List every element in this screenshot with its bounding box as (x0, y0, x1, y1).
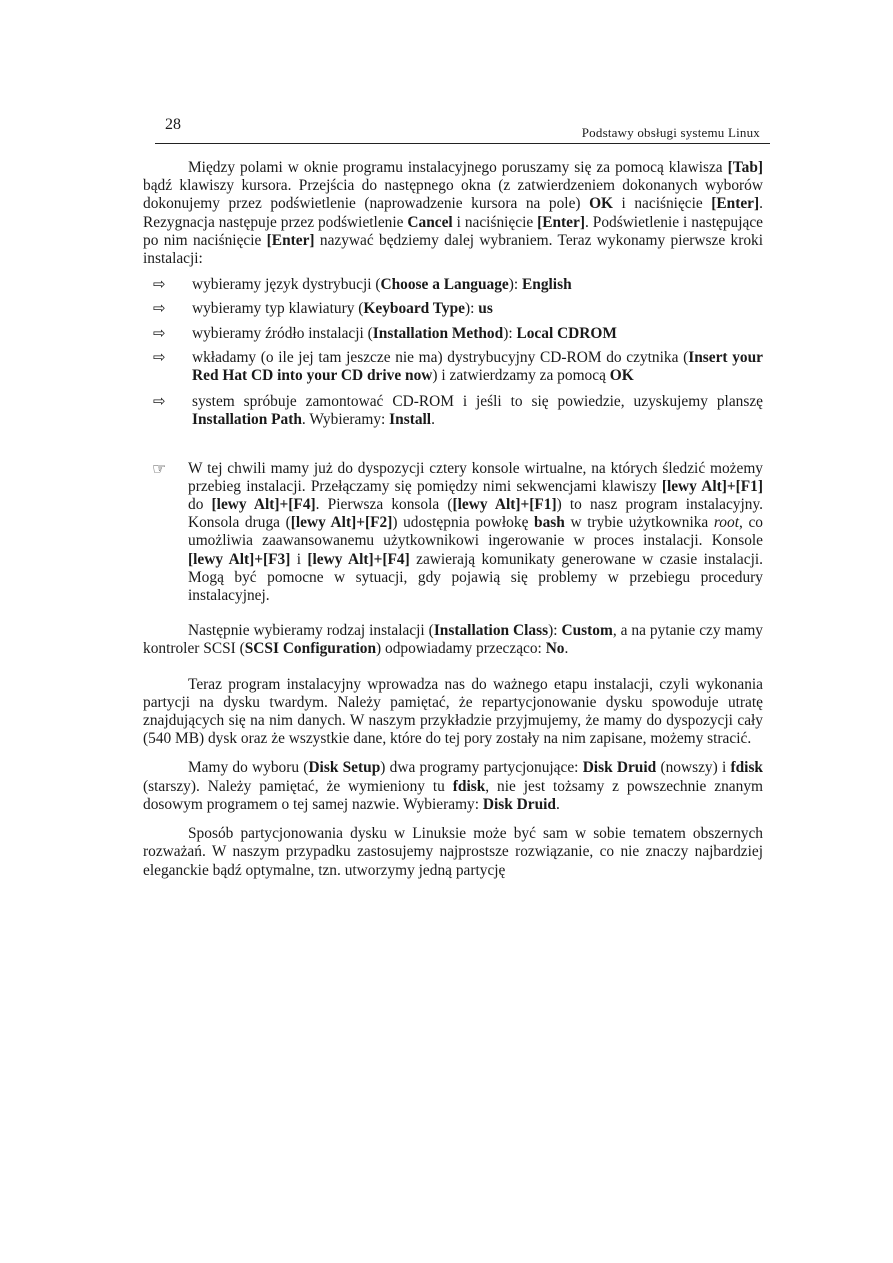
page-number: 28 (165, 116, 181, 133)
paragraph-installation-class: Następnie wybieramy rodzaj instalacji (Installation Class): Custom, a na pytanie czy mamy kontroler SCSI (SCSI Configuration) odpowiadamy przecząco: No. (143, 622, 764, 658)
list-item: ⇨ system spróbuje zamontować CD-ROM i jeśli to się powiedzie, uzyskujemy planszę Installation Path. Wybieramy: Install. (153, 392, 763, 429)
header-rule (155, 143, 770, 144)
list-item: ⇨ wkładamy (o ile jej tam jeszcze nie ma) dystrybucyjny CD-ROM do czytnika (Insert your Red Hat CD into your CD drive now) i zatwierdzamy za pomocą OK (153, 347, 763, 385)
page-header (155, 116, 770, 146)
right-arrow-icon: ⇨ (153, 323, 166, 342)
paragraph-navigation: Między polami w oknie programu instalacyjnego poruszamy się za pomocą klawisza [Tab] bądź klawiszy kursora. Przejścia do następnego okna (z zatwierdzeniem dokonanych wyborów dokonujemy przez podświetlenie (naprowadzenie kursora na pole) OK i naciśnięcie [Enter]. Rezygnacja następuje przez podświetlenie Cancel i naciśnięcie [Enter]. Podświetlenie i następujące po nim naciśnięcie [Enter] nazywać będziemy dalej wybraniem. Teraz wykonamy pierwsze kroki instalacji: (143, 159, 764, 268)
paragraph-partitioning: Teraz program instalacyjny wprowadza nas do ważnego etapu instalacji, czyli wykonania partycji na dysku twardym. Należy pamiętać, że repartycjonowanie dysku spowoduje utratę znajdujących się na nim danych. W naszym przykładzie przyjmujemy, że mamy do dyspozycji cały (540 MB) dysk oraz że wszystkie dane, które do tej pory zostały na nim zapisane, możemy stracić. (143, 675, 763, 748)
list-item: ⇨ wybieramy źródło instalacji (Installation Method): Local CDROM (153, 323, 617, 342)
page-body (143, 159, 763, 880)
list-item: ⇨ wybieramy język dystrybucji (Choose a Language): English (153, 275, 572, 294)
right-arrow-icon: ⇨ (153, 275, 166, 294)
right-arrow-icon: ⇨ (153, 392, 166, 411)
paragraph-partition-method: Sposób partycjonowania dysku w Linuksie może być sam w sobie tematem obszernych rozważań. W naszym przypadku zastosujemy najprostsze rozwiązanie, co nie znaczy najbardziej eleganckie bądź optymalne, tzn. utworzymy jedną partycję (143, 825, 763, 879)
running-title: Podstawy obsługi systemu Linux (581, 125, 760, 140)
right-arrow-icon: ⇨ (153, 347, 166, 366)
note-virtual-consoles: ☞ W tej chwili mamy już do dyspozycji cztery konsole wirtualne, na których śledzić możemy przebieg instalacji. Przełączamy się pomiędzy nimi sekwencjami klawiszy [lewy Alt]+[F1] do [lewy Alt]+[F4]. Pierwsza konsola ([lewy Alt]+[F1]) to nasz program instalacyjny. Konsola druga ([lewy Alt]+[F2]) udostępnia powłokę bash w trybie użytkownika root, co umożliwia zaawansowanemu użytkownikowi ingerowanie w proces instalacji. Konsole [lewy Alt]+[F3] i [lewy Alt]+[F4] zawierają komunikaty generowane w czasie instalacji. Mogą być pomocne w sytuacji, gdy pojawią się problemy w przebiegu procedury instalacyjnej. (152, 458, 763, 605)
right-arrow-icon: ⇨ (153, 299, 166, 318)
install-steps-list (143, 276, 763, 429)
list-item: ⇨ wybieramy typ klawiatury (Keyboard Type): us (153, 299, 493, 318)
pointing-hand-icon: ☞ (152, 458, 167, 478)
paragraph-disk-setup: Mamy do wyboru (Disk Setup) dwa programy partycjonujące: Disk Druid (nowszy) i fdisk (starszy). Należy pamiętać, że wymieniony tu fdisk, nie jest tożsamy z powszechnie znanym dosowym programem o tej samej nazwie. Wybieramy: Disk Druid. (143, 759, 763, 813)
